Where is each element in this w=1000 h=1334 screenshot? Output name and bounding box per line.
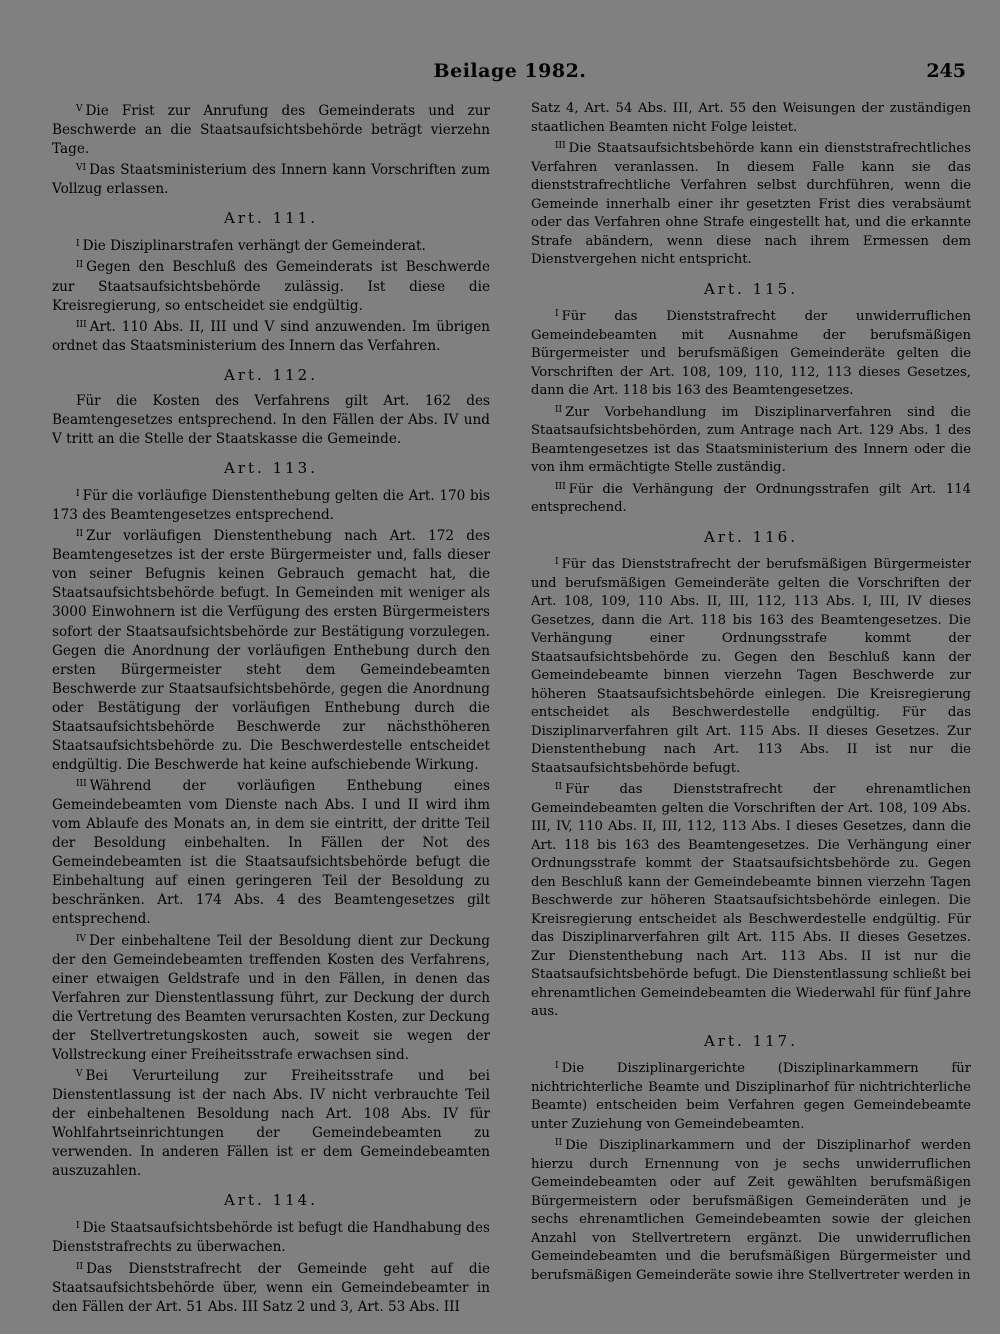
paragraph: [52, 235, 490, 256]
paragraph-text: Die Frist zur Anrufung des Gemeinderats und zur Beschwerde an die Staatsaufsichtsbehörde beträgt vierzehn Tage.: [52, 103, 490, 158]
article-heading: Art. 117.: [704, 1031, 798, 1050]
paragraph-text: Für das Dienststrafrecht der unwiderruflichen Gemeindebeamten mit Ausnahme der berufsmäßigen Bürgermeister und berufsmäßigen Gemeinderäte gelten die Vorschriften der Art. 108, 109, 110, 112, 113 dieses Gesetzes, dann die Art. 118 bis 163 des Beamtengesetzes.: [531, 309, 971, 398]
paragraph: [531, 100, 971, 137]
paragraph-text: Das Staatsministerium des Innern kann Vorschriften zum Vollzug erlassen.: [52, 162, 490, 198]
paragraph-text: Satz 4, Art. 54 Abs. III, Art. 55 den Weisungen der zuständigen staatlichen Beamten nicht Folge leistet.: [531, 101, 971, 135]
paragraph-number: II: [555, 782, 563, 792]
paragraph: [52, 775, 490, 930]
paragraph-number: I: [76, 239, 80, 250]
paragraph: [52, 100, 490, 159]
paragraph-text: Art. 110 Abs. II, III und V sind anzuwenden. Im übrigen ordnet das Staatsministerium des Innern das Verfahren.: [52, 318, 490, 354]
paragraph-number: I: [76, 1221, 80, 1232]
paragraph-number: II: [76, 260, 84, 271]
paragraph-number: I: [76, 489, 80, 500]
paragraph-number: III: [76, 319, 87, 330]
paragraph-number: I: [555, 1061, 559, 1071]
paragraph-number: V: [76, 1068, 83, 1079]
paragraph: [531, 1134, 971, 1285]
paragraph: [531, 137, 971, 270]
paragraph-number: IV: [76, 933, 87, 944]
paragraph: [52, 392, 490, 449]
paragraph: [531, 778, 971, 1022]
paragraph-number: II: [76, 1261, 84, 1272]
paragraph-text: Die Disziplinargerichte (Disziplinarkammern für nichtrichterliche Beamte und Disziplinarhof für nichtrichterliche Beamte) entscheiden beim Verfahren gegen Gemeindebeamte unter Zuziehung von Gemeindebeamten.: [531, 1061, 971, 1132]
paragraph-text: Zur vorläufigen Dienstenthebung nach Art. 172 des Beamtengesetzes ist der erste Bürgermeister und, falls dieser von seiner Befugnis keinen Gebrauch gemacht hat, die Staatsaufsichtsbehörde befugt. In Gemeinden mit weniger als 3000 Einwohnern ist die Verfügung des ersten Bürgermeisters sofort der Staatsaufsichtsbehörde zur Bestätigung vorzulegen. Gegen die Anordnung der vorläufigen Enthebung durch den ersten Bürgermeister steht dem Gemeindebeamten Beschwerde zur Staatsaufsichtsbehörde, gegen die Anordnung oder Bestätigung der vorläufigen Enthebung durch die Staatsaufsichtsbehörde Beschwerde zur nächsthöheren Staatsaufsichtsbehörde zu. Die Beschwerdestelle entscheidet endgültig. Die Beschwerde hat keine aufschiebende Wirkung.: [52, 528, 490, 773]
paragraph-text: Für die Kosten des Verfahrens gilt Art. 162 des Beamtengesetzes entsprechend. In den Fällen der Abs. IV und V tritt an die Stelle der Staatskasse die Gemeinde.: [52, 392, 490, 447]
paragraph-number: I: [555, 309, 559, 319]
paragraph-text: Das Dienststrafrecht der Gemeinde geht auf die Staatsaufsichtsbehörde über, wenn ein Gemeindebeamter in den Fällen der Art. 51 Abs. III Satz 2 und 3, Art. 53 Abs. III: [52, 1260, 490, 1315]
paragraph-number: II: [555, 404, 563, 415]
paragraph: [52, 159, 490, 199]
page-number: 245: [926, 60, 966, 82]
paragraph-text: Gegen den Beschluß des Gemeinderats ist Beschwerde zur Staatsaufsichtsbehörde zulässig. Ist diese die Kreisregierung, so entscheidet sie endgültig.: [52, 259, 490, 314]
paragraph-text: Der einbehaltene Teil der Besoldung dient zur Deckung der den Gemeindebeamten treffenden Kosten des Verfahrens, einer etwaigen Geldstrafe und in den Fällen, in denen das Verfahren zur Dienstentlassung führt, zur Deckung der durch die Vertretung des Beamten verursachten Kosten, zur Deckung der Stellvertretungskosten auch, soweit sie wegen der Vollstreckung einer Freiheitsstrafe erwachsen sind.: [52, 932, 490, 1063]
paragraph-text: Die Disziplinarstrafen verhängt der Gemeinderat.: [82, 238, 426, 255]
paragraph-text: Für die Verhängung der Ordnungsstrafen gilt Art. 114 entsprechend.: [531, 481, 971, 515]
paragraph-text: Zur Vorbehandlung im Disziplinarverfahren sind die Staatsaufsichtsbehörden, zum Antrage nach Art. 129 Abs. 1 des Beamtengesetzes ist das Staatsministerium des Innern oder die von ihm ermächtigte Stelle zuständig.: [531, 404, 971, 475]
paragraph-text: Die Disziplinarkammern und der Disziplinarhof werden hierzu durch Ernennung von je sechs unwiderruflichen Gemeindebeamten oder auf Zeit gewählten berufsmäßigen Bürgermeistern oder berufsmäßigen Gemeinderäten und je sechs ehrenamtlichen Gemeindebeamten sowie der gleichen Anzahl von Stellvertretern ergänzt. Die unwiderruflichen Gemeindebeamten und die berufsmäßigen Bürgermeister und berufsmäßigen Gemeinderäte sowie ihre Stellvertreter werden in: [531, 1138, 971, 1283]
paragraph-text: Für das Dienststrafrecht der berufsmäßigen Bürgermeister und berufsmäßigen Gemeinderäte gelten die Vorschriften der Art. 108, 109, 110 Abs. II, III, 112, 113 Abs. I, III, IV dieses Gesetzes, dann die Art. 118 bis 163 des Beamtengesetzes. Die Verhängung einer Ordnungsstrafe kommt der Staatsaufsichtsbehörde zu. Gegen den Beschluß kann der Gemeindebeamte binnen vierzehn Tagen Beschwerde zur höheren Staatsaufsichtsbehörde einlegen. Die Kreisregierung entscheidet als Beschwerdestelle endgültig. Für das Disziplinarverfahren gilt Art. 115 Abs. II dieses Gesetzes. Zur Dienstenthebung nach Art. 113 Abs. II ist nur die Staatsaufsichtsbehörde befugt.: [531, 557, 971, 776]
paragraph-number: I: [555, 557, 559, 567]
right-column: [531, 100, 971, 1320]
page-title: Beilage 1982.: [433, 60, 587, 82]
paragraph-text: Für das Dienststrafrecht der ehrenamtlichen Gemeindebeamten gelten die Vorschriften der Art. 108, 109 Abs. III, IV, 110 Abs. II, III, 112, 113 Abs. I dieses Gesetzes, dann die Art. 118 bis 163 des Beamtengesetzes. Die Verhängung einer Ordnungsstrafe kommt der Staatsaufsichtsbehörde zu. Gegen den Beschluß kann der Gemeindebeamte binnen vierzehn Tagen Beschwerde zur höheren Staatsaufsichtsbehörde einlegen. Die Kreisregierung entscheidet als Beschwerdestelle endgültig. Für das Disziplinarverfahren gilt Art. 115 Abs. II dieses Gesetzes. Zur Dienstenthebung nach Art. 113 Abs. II ist nur die Staatsaufsichtsbehörde befugt. Die Dienstentlassung schließt bei ehrenamtlichen Gemeindebeamten die Wiederwahl für fünf Jahre aus.: [531, 782, 971, 1019]
paragraph-number: II: [76, 529, 84, 540]
paragraph: [52, 316, 490, 356]
paragraph-text: Für die vorläufige Dienstenthebung gelten die Art. 170 bis 173 des Beamtengesetzes entsprechend.: [52, 488, 490, 524]
paragraph-number: V: [76, 104, 83, 114]
page-header: [54, 60, 966, 88]
paragraph-number: VI: [76, 163, 87, 174]
paragraph: [52, 525, 490, 775]
article-heading: Art. 115.: [704, 279, 798, 298]
paragraph: [52, 1217, 490, 1257]
paragraph-number: III: [555, 481, 566, 492]
paragraph: [531, 478, 971, 518]
article-heading: Art. 116.: [704, 527, 798, 546]
article-heading: Art. 112.: [224, 365, 318, 384]
paragraph: [52, 1258, 490, 1317]
article-heading: Art. 113.: [224, 459, 318, 477]
article-heading: Art. 114.: [224, 1191, 318, 1210]
paragraph-number: III: [76, 779, 87, 789]
paragraph-text: Die Staatsaufsichtsbehörde kann ein dienststrafrechtliches Verfahren veranlassen. In diesem Falle kann sie das dienststrafrechtliche Verfahren selbst durchführen, wenn die Gemeinde innerhalb einer ihr gesetzten Frist dies verabsäumt oder das Verfahren ohne Strafe eingestellt hat, und die erkannte Strafe abändern, wenn diese nach ihrem Ermessen dem Dienstvergehen nicht entspricht.: [531, 141, 971, 267]
paragraph: [531, 401, 971, 478]
paragraph-number: III: [555, 141, 566, 151]
paragraph: [52, 930, 490, 1065]
paragraph-text: Während der vorläufigen Enthebung eines Gemeindebeamten vom Dienste nach Abs. I und II wird ihm vom Ablaufe des Monats an, in dem sie eintritt, der dritte Teil der Besoldung einbehalten. In Fällen der Not des Gemeindebeamten ist die Staatsaufsichtsbehörde befugt die Einbehaltung auf einen geringeren Teil der Besoldung zu beschränken. Art. 174 Abs. 4 des Beamtengesetzes gilt entsprechend.: [52, 778, 490, 928]
paragraph: [52, 1065, 490, 1181]
paragraph-text: Die Staatsaufsichtsbehörde ist befugt die Handhabung des Dienststrafrechts zu überwachen.: [52, 1220, 490, 1256]
paragraph: [52, 256, 490, 315]
left-column: [52, 100, 490, 1320]
paragraph: [52, 485, 490, 525]
paragraph-text: Bei Verurteilung zur Freiheitsstrafe und bei Dienstentlassung ist der nach Abs. IV nicht verbrauchte Teil der einbehaltenen Besoldung nach Art. 108 Abs. IV für Wohlfahrtseinrichtungen der Gemeindebeamten zu verwenden. In anderen Fällen ist er dem Gemeindebeamten auszuzahlen.: [52, 1067, 490, 1180]
paragraph-number: II: [555, 1138, 563, 1148]
paragraph: [531, 553, 971, 778]
paragraph: [531, 305, 971, 401]
paragraph: [531, 1057, 971, 1134]
article-heading: Art. 111.: [224, 209, 318, 228]
